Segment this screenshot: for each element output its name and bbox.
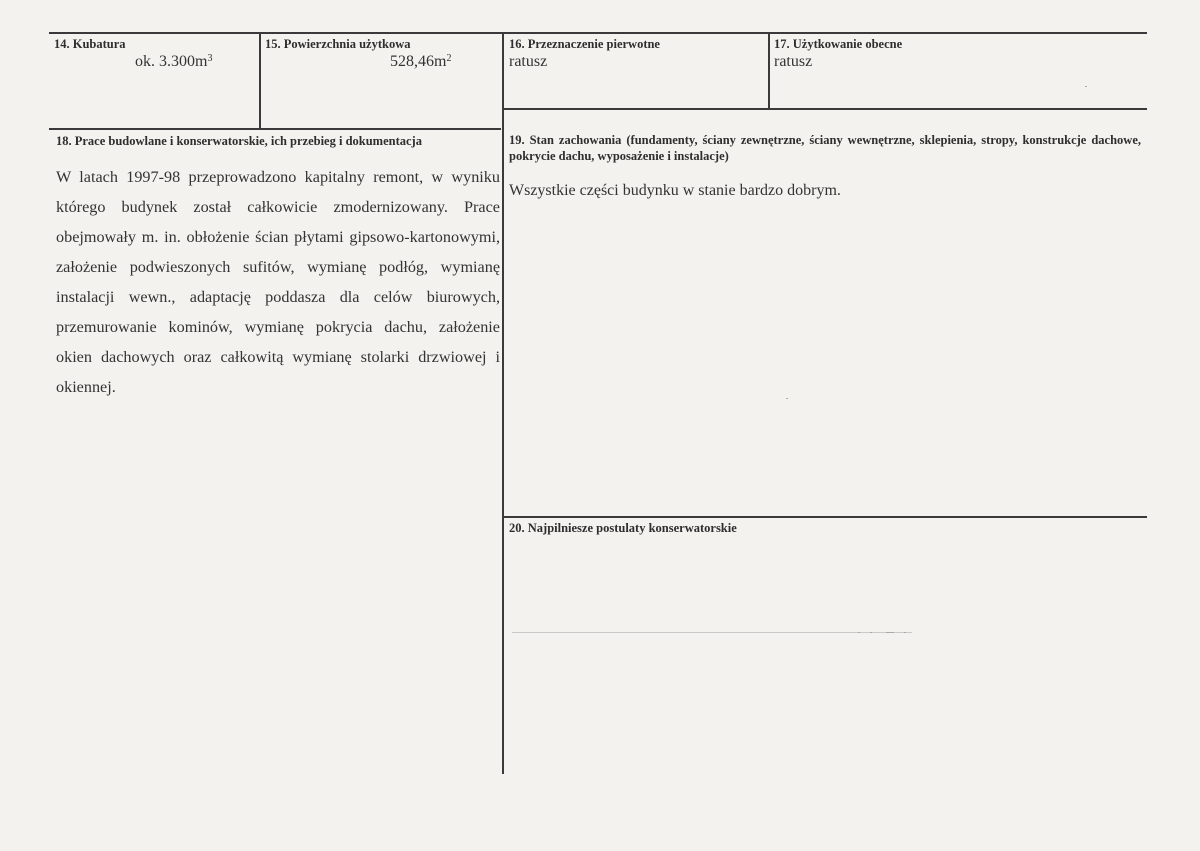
scan-speck [786, 398, 788, 399]
kubatura-value-exponent: 3 [207, 53, 213, 64]
scan-speck [858, 632, 860, 633]
prace-budowlane-text: W latach 1997-98 przeprowadzono kapitalny remont, w wyniku którego budynek został całkowicie zmodernizowany. Prace obejmowały m. in. obłożenie ścian płytami gipsowo-kartonowymi, założenie podwieszonych sufitów, wymianę podłóg, wymianę instalacji wewn., adaptację poddasza dla celów biurowych, przemurowanie kominów, wymianę pokrycia dachu, założenie okien dachowych oraz całkowitą wymianę stolarki drzwiowej i okiennej. [56, 168, 500, 396]
stan-zachowania-label: 19. Stan zachowania (fundamenty, ściany zewnętrzne, ściany wewnętrzne, sklepienia, stropy, konstrukcje dachowe, pokrycie dachu, wyposażenie i instalacje) [509, 133, 1141, 163]
scan-speck [886, 632, 894, 633]
scan-speck [904, 632, 906, 633]
przeznaczenie-pierwotne-value: ratusz [509, 53, 548, 70]
section-20-faint-line [512, 632, 912, 633]
powierzchnia-label: 15. Powierzchnia użytkowa [265, 37, 411, 51]
scan-speck [1085, 86, 1087, 87]
row-divider-line-right [503, 108, 1147, 110]
kubatura-label: 14. Kubatura [54, 37, 126, 51]
scan-speck [870, 632, 872, 633]
section-20-top-line [503, 516, 1147, 518]
przeznaczenie-pierwotne-label: 16. Przeznaczenie pierwotne [509, 37, 660, 51]
powierzchnia-value-main: 528,46m [390, 53, 447, 70]
stan-zachowania-text: Wszystkie części budynku w stanie bardzo dobrym. [509, 182, 841, 199]
uzytkowanie-obecne-value: ratusz [774, 53, 813, 70]
divider-16-17 [768, 32, 770, 109]
postulaty-konserwatorskie-label: 20. Najpilniesze postulaty konserwatorskie [509, 521, 737, 535]
top-border-line [49, 32, 1147, 34]
powierzchnia-value-exponent: 2 [446, 53, 452, 64]
prace-budowlane-label: 18. Prace budowlane i konserwatorskie, ich przebieg i dokumentacja [56, 134, 422, 148]
main-column-divider [502, 32, 504, 774]
row-divider-line [49, 128, 501, 130]
kubatura-value-main: ok. 3.300m [135, 53, 208, 70]
powierzchnia-value [390, 52, 451, 72]
kubatura-value [135, 52, 212, 72]
uzytkowanie-obecne-label: 17. Użytkowanie obecne [774, 37, 903, 51]
divider-14-15 [259, 32, 261, 128]
